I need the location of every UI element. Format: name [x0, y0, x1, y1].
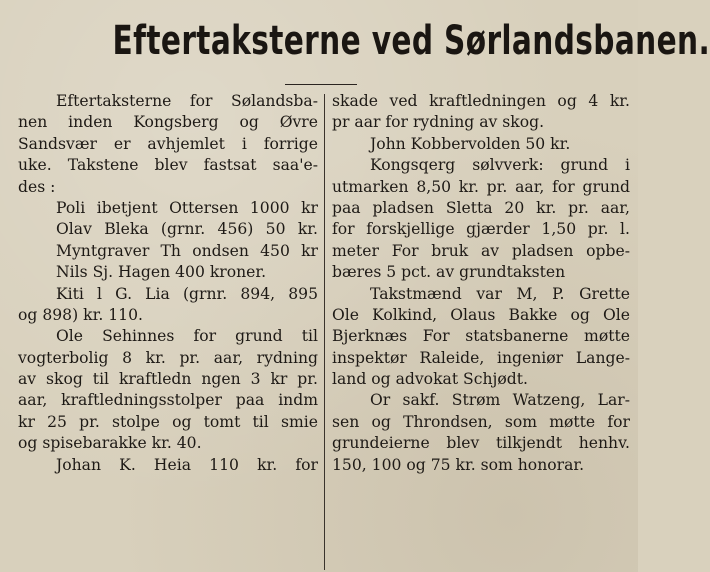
text-line: Olav Bleka (grnr. 456) 50 kr.: [56, 220, 318, 239]
text-line: Takstmænd var M, P. Grette: [370, 284, 630, 303]
text-line: for forskjellige gjærder 1,50 pr. l.: [332, 220, 630, 239]
text-line: Kongsqerg sølvverk: grund i: [370, 156, 630, 175]
text-line: Nils Sj. Hagen 400 kroner.: [56, 263, 267, 282]
text-line: des :: [18, 177, 56, 196]
text-line: 150, 100 og 75 kr. som honorar.: [332, 455, 585, 474]
text-line: Poli ibetjent Ottersen 1000 kr: [56, 198, 318, 217]
text-line: nen inden Kongsberg og Øvre: [18, 113, 318, 132]
text-line: Myntgraver Th ondsen 450 kr: [56, 241, 318, 260]
text-line: aar, kraftledningsstolper paa indm: [18, 391, 318, 410]
text-line: Ole Kolkind, Olaus Bakke og Ole: [332, 305, 630, 324]
column-divider: [324, 94, 325, 570]
text-line: Or sakf. Strøm Watzeng, Lar-: [370, 391, 630, 410]
text-line: meter For bruk av pladsen opbe-: [332, 241, 630, 260]
text-line: land og advokat Schjødt.: [332, 370, 528, 389]
text-line: og 898) kr. 110.: [18, 305, 143, 324]
left-column: [18, 91, 318, 476]
text-line: utmarken 8,50 kr. pr. aar, for grund: [332, 177, 630, 196]
text-line: bæres 5 pct. av grundtaksten: [332, 263, 566, 282]
right-column: [332, 91, 630, 476]
headline-rule: [285, 84, 357, 85]
text-line: av skog til kraftledn ngen 3 kr pr.: [18, 370, 318, 389]
text-line: John Kobbervolden 50 kr.: [370, 134, 571, 153]
text-line: Eftertaksterne for Sølandsba-: [56, 92, 318, 110]
text-line: Johan K. Heia 110 kr. for: [56, 455, 318, 474]
text-line: paa pladsen Sletta 20 kr. pr. aar,: [332, 198, 630, 217]
text-line: sen og Throndsen, som møtte for: [332, 412, 630, 431]
text-line: vogterbolig 8 kr. pr. aar, rydning: [18, 348, 318, 367]
text-line: skade ved kraftledningen og 4 kr.: [332, 92, 630, 110]
article-headline: Eftertaksterne ved Sørlandsbanen.: [112, 18, 710, 64]
text-line: Sandsvær er avhjemlet i forrige: [18, 134, 318, 153]
text-line: grundeierne blev tilkjendt henhv.: [332, 434, 630, 453]
text-line: Bjerknæs For statsbanerne møtte: [332, 327, 630, 346]
text-line: pr aar for rydning av skog.: [332, 113, 545, 132]
text-line: og spisebarakke kr. 40.: [18, 434, 202, 453]
text-line: Ole Sehinnes for grund til: [56, 327, 318, 346]
text-line: inspektør Raleide, ingeniør Lange-: [332, 348, 630, 367]
text-line: uke. Takstene blev fastsat saa'e-: [18, 156, 318, 175]
text-line: Kiti l G. Lia (grnr. 894, 895: [56, 284, 318, 303]
text-line: kr 25 pr. stolpe og tomt til smie: [18, 412, 318, 431]
